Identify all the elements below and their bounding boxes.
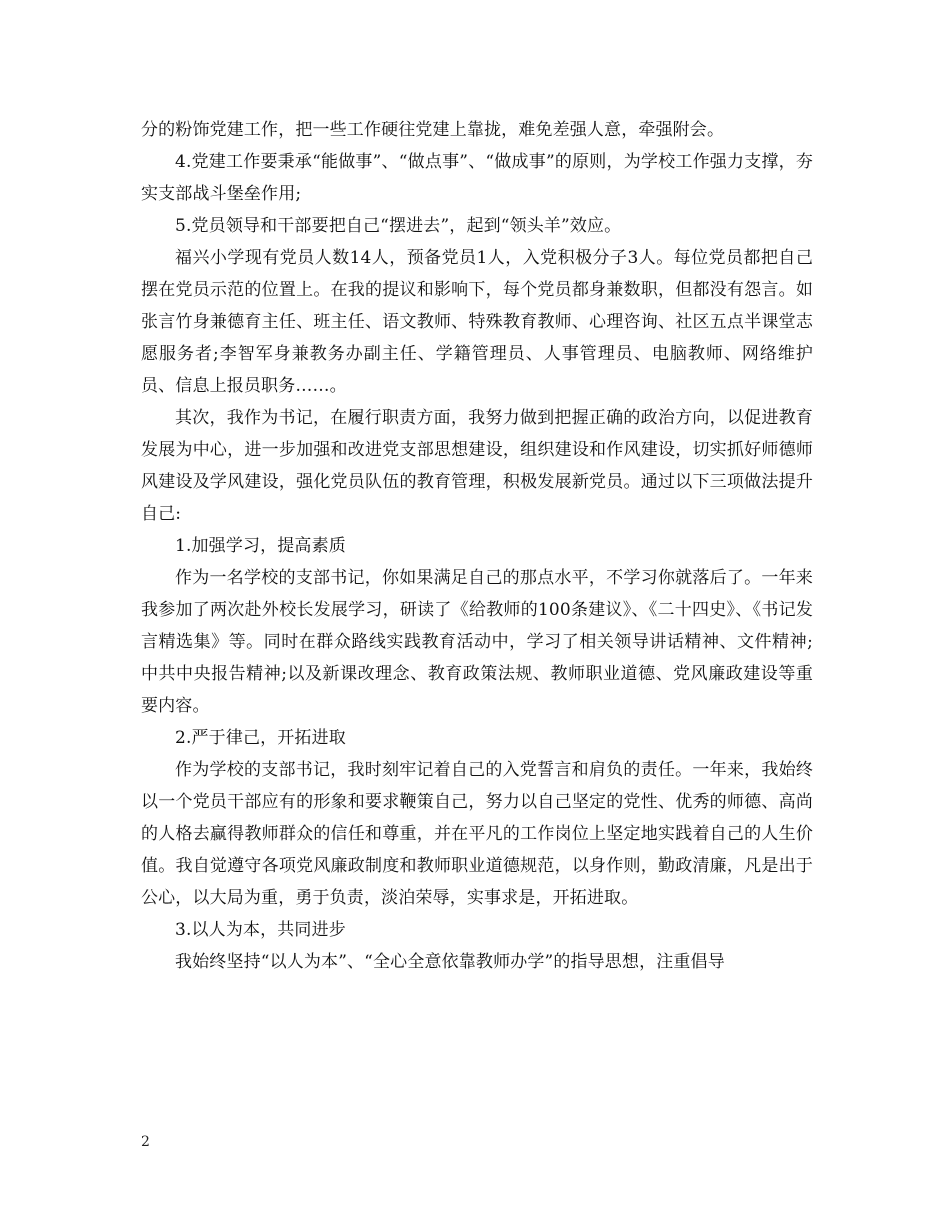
heading-self-discipline: 2.严于律己，开拓进取	[175, 728, 346, 748]
paragraph-secretary-duties: 其次，我作为书记，在履行职责方面，我努力做到把握正确的政治方向，以促进教育发展为中心，进一步加强和改进党支部思想建设，组织建设和作风建设，切实抓好师德师风建设及学风建设，强化党员队伍的教育管理，积极发展新党员。通过以下三项做法提升自己:	[141, 408, 813, 524]
heading-study: 1.加强学习，提高素质	[175, 536, 346, 556]
heading-people-oriented: 3.以人为本，共同进步	[175, 920, 346, 940]
document-body	[141, 114, 813, 978]
paragraph-self-discipline: 作为学校的支部书记，我时刻牢记着自己的入党誓言和肩负的责任。一年来，我始终以一个党员干部应有的形象和要求鞭策自己，努力以自己坚定的党性、优秀的师德、高尚的人格去赢得教师群众的信任和尊重，并在平凡的工作岗位上坚定地实践着自己的人生价值。我自觉遵守各项党风廉政制度和教师职业道德规范，以身作则，勤政清廉，凡是出于公心，以大局为重，勇于负责，淡泊荣辱，实事求是，开拓进取。	[141, 760, 813, 908]
paragraph-item-5: 5.党员领导和干部要把自己“摆进去”，起到“领头羊”效应。	[175, 216, 622, 236]
paragraph-study: 作为一名学校的支部书记，你如果满足自己的那点水平，不学习你就落后了。一年来我参加了两次赴外校长发展学习，研读了《给教师的100条建议》、《二十四史》、《书记发言精选集》等。同时在群众路线实践教育活动中，学习了相关领导讲话精神、文件精神;中共中央报告精神;以及新课改理念、教育政策法规、教师职业道德、党风廉政建设等重要内容。	[141, 568, 813, 716]
paragraph-continuation: 分的粉饰党建工作，把一些工作硬往党建上靠拢，难免差强人意，牵强附会。	[141, 120, 725, 140]
paragraph-people-oriented: 我始终坚持“以人为本”、“全心全意依靠教师办学”的指导思想，注重倡导	[175, 952, 725, 972]
paragraph-party-members: 福兴小学现有党员人数14人，预备党员1人，入党积极分子3人。每位党员都把自己摆在党员示范的位置上。在我的提议和影响下，每个党员都身兼数职，但都没有怨言。如张言竹身兼德育主任、班主任、语文教师、特殊教育教师、心理咨询、社区五点半课堂志愿服务者;李智军身兼教务办副主任、学籍管理员、人事管理员、电脑教师、网络维护员、信息上报员职务……。	[141, 248, 813, 396]
page-number: 2	[141, 1134, 150, 1150]
paragraph-item-4: 4.党建工作要秉承“能做事”、“做点事”、“做成事”的原则，为学校工作强力支撑，夯实支部战斗堡垒作用;	[141, 152, 813, 204]
